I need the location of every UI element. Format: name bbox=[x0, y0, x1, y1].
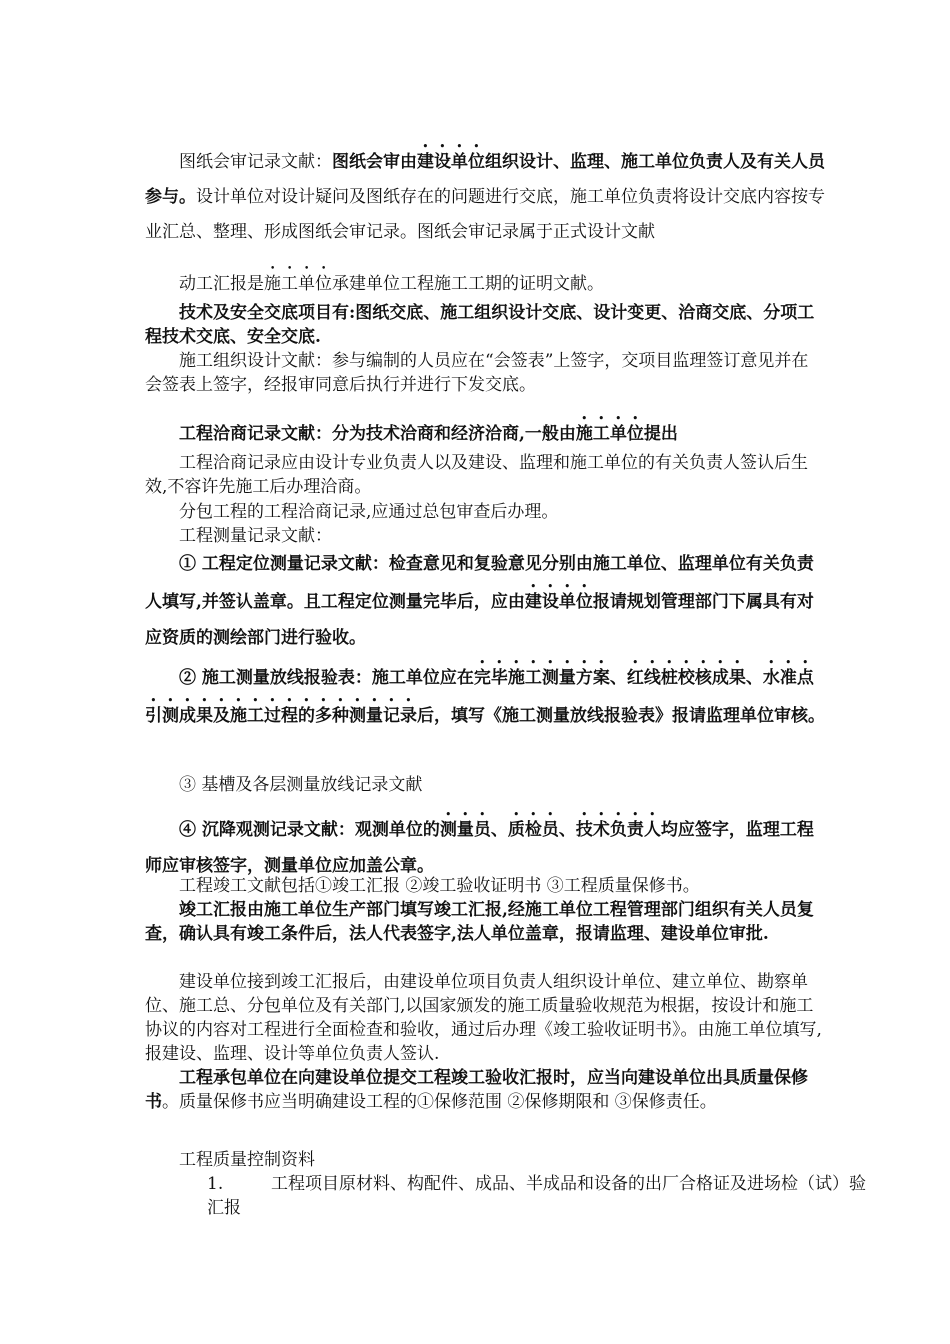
text-run: 报请规划管理部门下属具有对应资质的测绘部门进行验收。 bbox=[145, 592, 814, 648]
paragraph-construction-design: 施工组织设计文献：参与编制的人员应在“会签表”上签字，交项目监理签订意见并在会签表上签字，经报审同意后执行并进行下发交底。 bbox=[145, 351, 809, 395]
emphasis-run: 建设单位 bbox=[524, 592, 593, 612]
text-run: 动工汇报是 bbox=[179, 274, 264, 294]
list-number: 1. bbox=[207, 1174, 224, 1194]
bold-run: 工程承包单位在向建设单位提交工程竣工验收汇报时，应当向建设单位出具质量保修书 bbox=[145, 1068, 808, 1112]
emphasis-run: 施工单位 bbox=[575, 424, 644, 444]
emphasis-run: 技术负责人 bbox=[575, 820, 661, 840]
emphasis-run: 测量员 bbox=[439, 820, 491, 840]
paragraph-survey-heading: 工程测量记录文献： bbox=[179, 526, 332, 546]
paragraph-acceptance-process: 建设单位接到竣工汇报后，由建设单位项目负责人组织设计单位、建立单位、勘察单位、施工总、分包单位及有关部门,以国家颁发的施工质量验收规范为根据，按设计和施工协议的内容对工程进行全面检查和验收，通过后办理《竣工验收证明书》。由施工单位填写,报建设、监理、设计等单位负责人签认. bbox=[145, 972, 822, 1064]
emphasis-run: 建设单位 bbox=[417, 152, 485, 172]
text-run: 承建单位工程施工工期的证明文献。 bbox=[332, 274, 604, 294]
emphasis-run: 施工单位 bbox=[264, 274, 332, 294]
text-run: 工程洽商记录文献：分为技术洽商和经济洽商,一般由 bbox=[179, 424, 576, 444]
paragraph-layout-inspection bbox=[145, 658, 825, 734]
text-run: ④ 沉降观测记录文献：观测单位的 bbox=[179, 820, 440, 840]
text-run: 后，填写《施工测量放线报验表》报请监理单位审核。 bbox=[417, 706, 825, 726]
emphasis-run: 质检员 bbox=[507, 820, 559, 840]
text-run: ② 施工测量放线报验表：施工单位应在 bbox=[179, 668, 474, 688]
list-item-text: 工程项目原材料、构配件、成品、半成品和设备的出厂合格证及进场检（试）验汇报 bbox=[207, 1174, 866, 1218]
bold-run: 图纸会审由 bbox=[332, 152, 417, 172]
paragraph-completion-report: 竣工汇报由施工单位生产部门填写竣工汇报,经施工单位工程管理部门组织有关人员复查，确认具有竣工条件后，法人代表签字,法人单位盖章，报请监理、建设单位审批. bbox=[145, 900, 814, 944]
text-run: 均应签字，监理工程师应审核签字，测量单位应加盖公章。 bbox=[145, 820, 814, 876]
paragraph-warranty bbox=[145, 1066, 825, 1114]
paragraph-start-report bbox=[145, 264, 825, 296]
text-run: 图纸会审记录文献： bbox=[179, 152, 332, 172]
paragraph-drawing-review bbox=[145, 142, 825, 250]
paragraph-safety-briefing: 技术及安全交底项目有:图纸交底、施工组织设计交底、设计变更、洽商交底、分项工程技术交底、安全交底. bbox=[145, 303, 815, 347]
paragraph-subcontract: 分包工程的工程洽商记录,应通过总包审查后办理。 bbox=[179, 502, 559, 522]
paragraph-completion-documents: 工程竣工文献包括①竣工汇报 ②竣工验收证明书 ③工程质量保修书。 bbox=[179, 876, 700, 896]
text-run: 、 bbox=[558, 820, 576, 840]
text-run: 设计单位对设计疑问及图纸存在的问题进行交底，施工单位负责将设计交底内容按专业汇总、整理、形成图纸会审记录。图纸会审记录属于正式设计文献 bbox=[145, 187, 825, 242]
bold-run: 组织设计、监理、施工单位负责人及有关人员参与。 bbox=[145, 152, 825, 207]
text-run: 提出 bbox=[643, 424, 678, 444]
paragraph-negotiation-record bbox=[145, 414, 825, 446]
paragraph-quality-control-heading: 工程质量控制资料 bbox=[179, 1150, 315, 1170]
text-run: 。质量保修书应当明确建设工程的①保修范围 ②保修期限和 ③保修责任。 bbox=[162, 1092, 717, 1112]
text-run: ① 工程定位测量记录文献：检查意见和复验意见分别由施工单位、监理单位有关负责人填写,并签认盖章。且工程定位测量完毕后，应由 bbox=[145, 554, 814, 612]
text-run: 、 bbox=[490, 820, 508, 840]
paragraph-positioning-survey bbox=[145, 546, 825, 656]
emphasis-run: 完毕施工测量方案、红线桩校核成果、水准点引测成果及施工过程的多种测量记录 bbox=[145, 668, 814, 726]
list-item bbox=[145, 1172, 867, 1220]
paragraph-foundation-trench: ③ 基槽及各层测量放线记录文献 bbox=[179, 775, 423, 795]
paragraph-settlement-observation bbox=[145, 810, 825, 884]
paragraph-negotiation-signoff: 工程洽商记录应由设计专业负责人以及建设、监理和施工单位的有关负责人签认后生效,不容许先施工后办理洽商。 bbox=[145, 453, 808, 497]
